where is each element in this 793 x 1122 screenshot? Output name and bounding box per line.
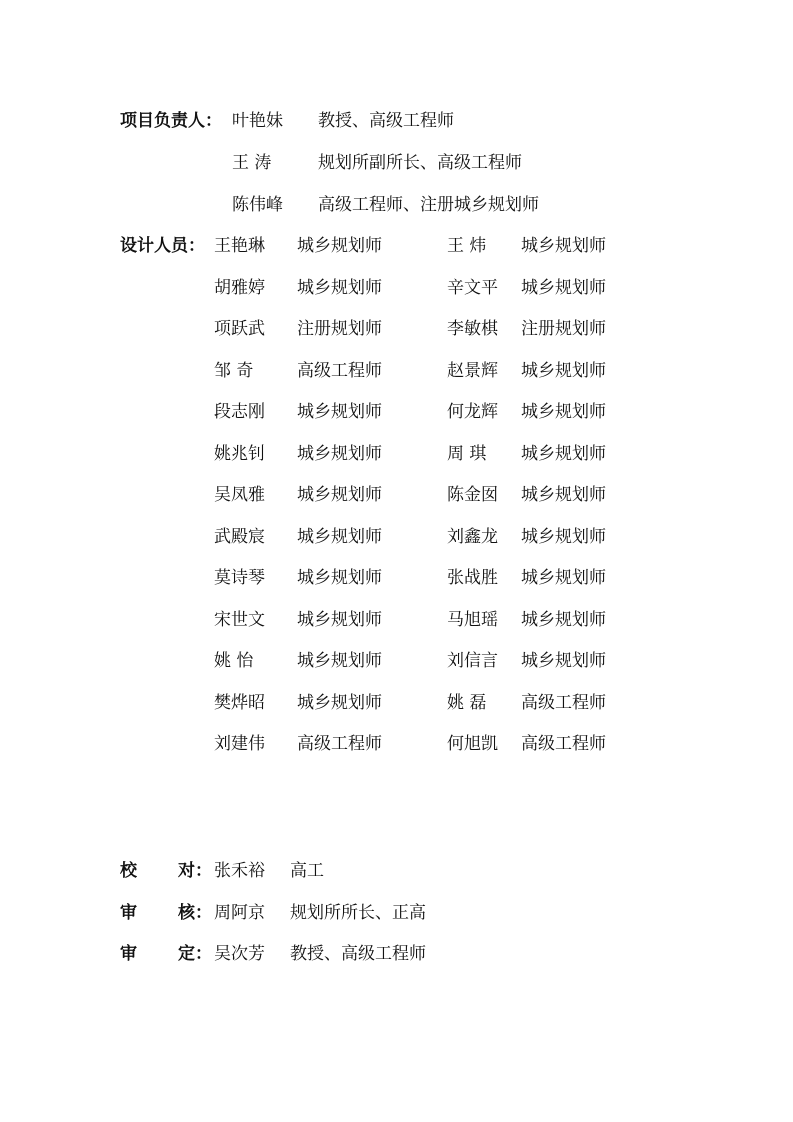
review-label-a: 审 (120, 903, 137, 923)
designer-title: 城乡规划师 (297, 485, 382, 505)
lead-name: 陈伟峰 (232, 195, 283, 215)
designer-name: 辛文平 (447, 278, 498, 298)
lead-name: 叶艳妹 (232, 111, 283, 131)
designer-name: 胡雅婷 (214, 278, 265, 298)
designer-name: 陈金囡 (447, 485, 498, 505)
lead-title: 高级工程师、注册城乡规划师 (318, 195, 539, 215)
approve-label-a: 审 (120, 944, 137, 964)
designers-label: 设计人员： (120, 236, 205, 256)
designer-name: 周 琪 (447, 444, 487, 464)
designer-title: 城乡规划师 (521, 278, 606, 298)
proofread-label-b: 对： (178, 861, 212, 881)
designer-title: 城乡规划师 (521, 361, 606, 381)
designer-title: 城乡规划师 (521, 610, 606, 630)
designer-title: 城乡规划师 (521, 485, 606, 505)
designer-name: 何龙辉 (447, 402, 498, 422)
designer-title: 高级工程师 (297, 734, 382, 754)
designer-title: 城乡规划师 (297, 402, 382, 422)
proofread-name: 张禾裕 (214, 861, 265, 881)
designer-name: 刘鑫龙 (447, 527, 498, 547)
designer-title: 注册规划师 (297, 319, 382, 339)
designer-title: 城乡规划师 (297, 651, 382, 671)
designer-name: 王艳琳 (214, 236, 265, 256)
designer-name: 马旭瑶 (447, 610, 498, 630)
designer-title: 城乡规划师 (297, 444, 382, 464)
designer-name: 赵景辉 (447, 361, 498, 381)
designer-name: 武殿宸 (214, 527, 265, 547)
project-leads-label: 项目负责人： (120, 111, 222, 131)
designer-name: 刘信言 (447, 651, 498, 671)
designer-title: 城乡规划师 (297, 693, 382, 713)
designer-name: 宋世文 (214, 610, 265, 630)
designer-title: 高级工程师 (521, 734, 606, 754)
lead-name: 王 涛 (232, 153, 272, 173)
designer-title: 城乡规划师 (521, 651, 606, 671)
review-label-b: 核： (178, 903, 212, 923)
designer-title: 城乡规划师 (297, 527, 382, 547)
designer-name: 姚 怡 (214, 651, 254, 671)
designer-title: 城乡规划师 (297, 568, 382, 588)
designer-title: 城乡规划师 (521, 527, 606, 547)
approve-title: 教授、高级工程师 (290, 944, 426, 964)
designer-name: 项跃武 (214, 319, 265, 339)
review-title: 规划所所长、正高 (290, 903, 426, 923)
proofread-title: 高工 (290, 861, 324, 881)
designer-name: 何旭凯 (447, 734, 498, 754)
approve-name: 吴次芳 (214, 944, 265, 964)
designer-title: 城乡规划师 (521, 444, 606, 464)
designer-name: 姚 磊 (447, 693, 487, 713)
designer-title: 城乡规划师 (297, 236, 382, 256)
lead-title: 规划所副所长、高级工程师 (318, 153, 522, 173)
designer-name: 王 炜 (447, 236, 487, 256)
designer-title: 城乡规划师 (521, 236, 606, 256)
designer-title: 高级工程师 (297, 361, 382, 381)
designer-name: 姚兆钊 (214, 444, 265, 464)
designer-name: 刘建伟 (214, 734, 265, 754)
designer-title: 高级工程师 (521, 693, 606, 713)
designer-title: 城乡规划师 (521, 568, 606, 588)
proofread-label-a: 校 (120, 861, 137, 881)
designer-name: 吴凤雅 (214, 485, 265, 505)
designer-title: 注册规划师 (521, 319, 606, 339)
designer-name: 张战胜 (447, 568, 498, 588)
designer-name: 段志刚 (214, 402, 265, 422)
lead-title: 教授、高级工程师 (318, 111, 454, 131)
designer-title: 城乡规划师 (297, 278, 382, 298)
approve-label-b: 定： (178, 944, 212, 964)
designer-name: 莫诗琴 (214, 568, 265, 588)
designer-name: 李敏棋 (447, 319, 498, 339)
designer-title: 城乡规划师 (521, 402, 606, 422)
designer-title: 城乡规划师 (297, 610, 382, 630)
designer-name: 邹 奇 (214, 361, 254, 381)
review-name: 周阿京 (214, 903, 265, 923)
designer-name: 樊烨昭 (214, 693, 265, 713)
